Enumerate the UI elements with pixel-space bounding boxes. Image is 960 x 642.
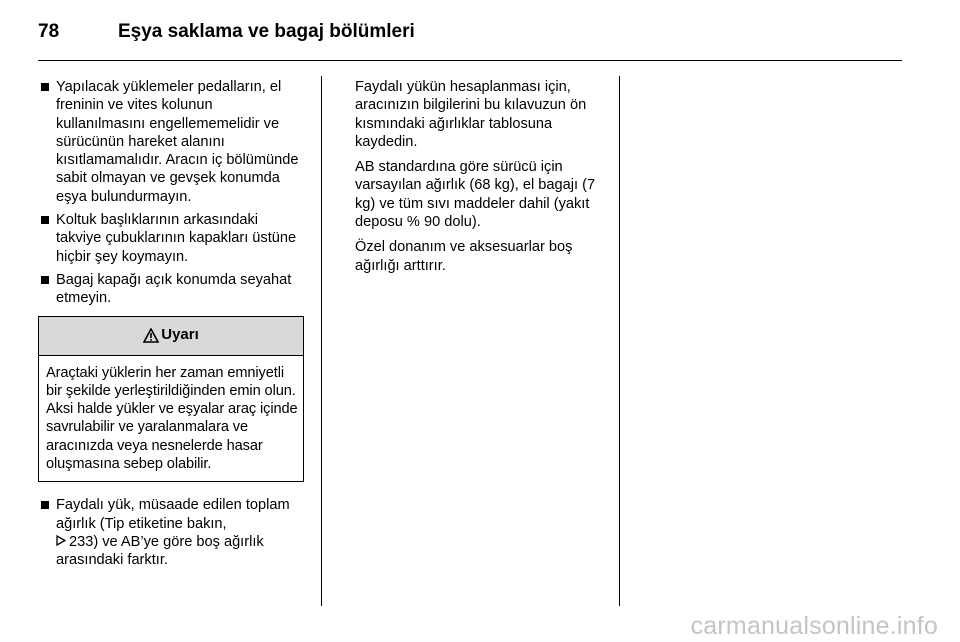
left-column: [38, 78, 304, 575]
list-item-text: Faydalı yük, müsaade edilen toplam ağırlık (Tip etiketine bakın,: [56, 497, 290, 532]
column-divider: [619, 76, 620, 606]
section-title: Eşya saklama ve bagaj bölümleri: [118, 21, 415, 42]
paragraph: AB standardına göre sürücü için varsayılan ağırlık (68 kg), el bagajı (7 kg) ve tüm sıvı maddeler dahil (yakıt deposu % 90 dolu).: [355, 159, 596, 231]
page-header: [38, 18, 902, 61]
paragraph: Faydalı yükün hesaplanması için, aracınızın bilgilerini bu kılavuzun ön kısmındaki ağırlıklar tablosuna kaydedin.: [355, 79, 587, 150]
warning-title: Uyarı: [161, 326, 199, 344]
middle-column: [355, 78, 605, 282]
list-item-text: Koltuk başlıklarının arkasındaki takviye çubuklarının kapakları üstüne hiçbir şey koymayın.: [56, 212, 297, 265]
list-item: [38, 211, 304, 266]
square-bullet-icon: [41, 216, 49, 224]
warning-body: Araçtaki yüklerin her zaman emniyetli bir şekilde yerleştirildiğinden emin olun. Aksi halde yükler ve eşyalar araç içinde savrulabilir ve yaralanmalara ve aracınızda veya nesnelerde hasar oluşmasına sebep olabilir.: [46, 364, 298, 473]
list-item-text: Yapılacak yüklemeler pedalların, el freninin ve vites kolunun kullanılmasını engellememelidir ve sürücünün hareket alanını kısıtlamamalıdır. Aracın iç bölümünde sabit olmayan ve gevşek konumda eşya bulundurmayın.: [56, 79, 299, 205]
warning-header: [39, 317, 303, 356]
watermark: carmanualsonline.info: [690, 612, 938, 640]
warning-box: [38, 316, 304, 483]
column-divider: [321, 76, 322, 606]
page-reference-text: 233) ve AB’ye göre boş ağırlık arasındaki farktır.: [56, 533, 264, 569]
reference-arrow-icon: [56, 535, 66, 546]
list-item: [38, 496, 304, 569]
page-number: 78: [38, 21, 60, 42]
list-item-text: Bagaj kapağı açık konumda seyahat etmeyin.: [56, 271, 292, 307]
list-item: [38, 271, 304, 308]
square-bullet-icon: [41, 276, 49, 284]
list-item: [38, 78, 304, 206]
square-bullet-icon: [41, 83, 49, 91]
warning-triangle-icon: [143, 328, 159, 343]
paragraph: Özel donanım ve aksesuarlar boş ağırlığı arttırır.: [355, 239, 573, 274]
square-bullet-icon: [41, 501, 49, 509]
